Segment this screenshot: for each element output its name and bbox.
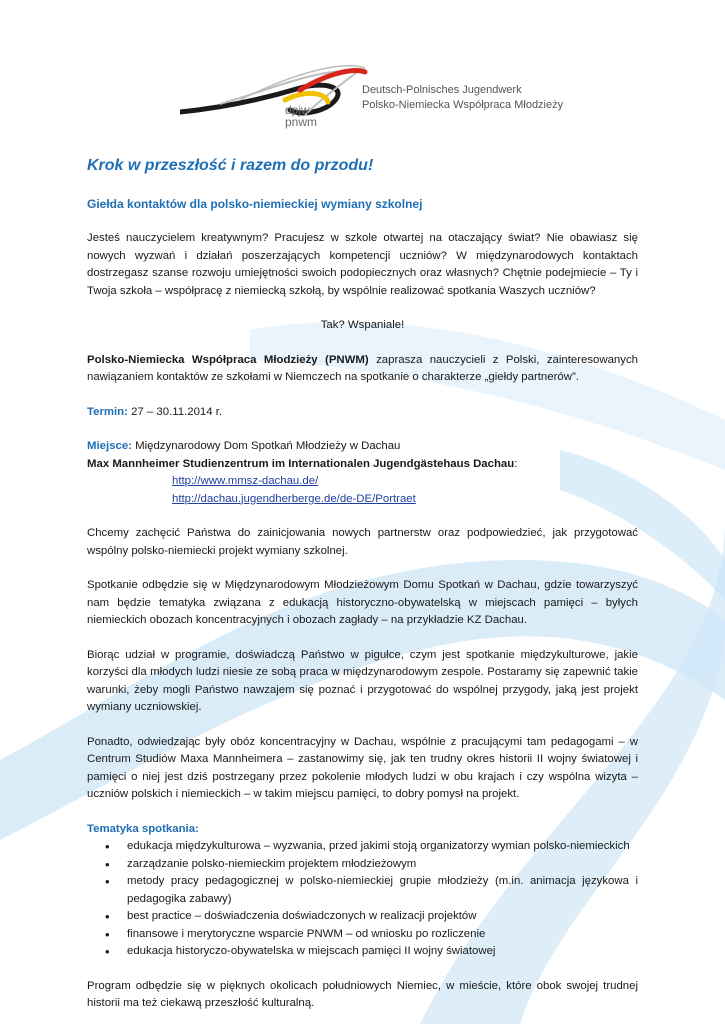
document-body	[87, 155, 638, 1013]
org-name-pl: Polsko-Niemiecka Współpraca Młodzieży	[362, 99, 564, 111]
link-mmsz-dachau[interactable]: http://www.mmsz-dachau.de/	[172, 475, 319, 487]
termin-value: 27 – 30.11.2014 r.	[127, 405, 223, 418]
logo-abbreviation: dpjw pnwm	[285, 103, 318, 129]
tematyka-heading: Tematyka spotkania:	[87, 822, 199, 835]
list-item: • metody pracy pedagogicznej w polsko-niemieckiej grupie młodzieży (m.in. animacja językowa i pedagogika zabawy)	[127, 873, 638, 908]
document-subtitle: Giełda kontaktów dla polsko-niemieckiej wymiany szkolnej	[87, 197, 423, 211]
tematyka-list	[87, 838, 638, 961]
chcemy-paragraph: Chcemy zachęcić Państwa do zainicjowania nowych partnerstw oraz podpowiedzieć, jak przygotować wspólny polsko-niemiecki projekt wymiany szkolnej.	[87, 527, 638, 557]
biorac-paragraph: Biorąc udział w programie, doświadczą Państwo w pigułce, czym jest spotkanie międzykulturowe, jakie korzyści dla młodych ludzi niesie ze sobą praca w międzynarodowym zespole. Postaramy się zapewnić takie warunki, żeby mogli Państwo nawzajem się poznać i przygotować do wspólnej przygody, jaką jest projekt wymiany uczniowskiej.	[87, 648, 638, 713]
miejsce-de-line: Max Mannheimer Studienzentrum im Internationalen Jugendgästehaus Dachau:	[87, 457, 518, 470]
tak-line: Tak? Wspaniale!	[320, 319, 405, 331]
pnwm-name: Polsko-Niemiecka Współpraca Młodzieży (PNWM)	[87, 353, 369, 366]
list-item: • edukacja historyczo-obywatelska w miejscach pamięci II wojny światowej	[127, 943, 638, 961]
spotkanie-paragraph: Spotkanie odbędzie się w Międzynarodowym Młodzieżowym Domu Spotkań w Dachau, gdzie towarzyszyć nam będzie tematyka związana z edukacją historyczno-obywatelską w miejscach pamięci – byłych niemieckich obozach koncentracyjnych i obozach zagłady – na przykładzie KZ Dachau.	[87, 579, 638, 626]
miejsce-de-name: Max Mannheimer Studienzentrum im Internationalen Jugendgästehaus Dachau	[87, 457, 515, 470]
program-paragraph: Program odbędzie się w pięknych okolicach południowych Niemiec, w mieście, które obok swojej trudnej historii ma też ciekawą przeszłość kulturalną.	[87, 979, 638, 1009]
link-dachau-jugendherberge[interactable]: http://dachau.jugendherberge.de/de-DE/Portraet	[172, 492, 416, 505]
list-item: • finansowe i merytoryczne wsparcie PNWM – od wniosku po rozliczenie	[127, 926, 638, 944]
pnwm-paragraph	[87, 352, 638, 387]
miejsce-line	[87, 438, 638, 456]
miejsce-value: Międzynarodowy Dom Spotkań Młodzieży w Dachau	[131, 440, 401, 452]
document-title: Krok w przeszłość i razem do przodu!	[87, 157, 374, 174]
termin-label: Termin:	[87, 405, 128, 418]
miejsce-label: Miejsce:	[87, 440, 132, 452]
ponadto-paragraph: Ponadto, odwiedzając były obóz koncentracyjny w Dachau, wspólnie z pracującymi tam pedagogami – w Centrum Studiów Maxa Mannheimera – zastanowimy się, jak ten trudny okres historii II wojny światowej i pamięci o niej jest dziś postrzegany przez pokolenie młodych ludzi w obu krajach i czy wspólna wizyta – uczniów polskich i niemieckich – w takim miejscu pamięci, to dobry pomysł na projekt.	[87, 735, 638, 800]
pnwm-text: zaprasza nauczycieli z Polski, zainteresowanych nawiązaniem kontaktów ze szkołami w Niemczech na spotkanie o charakterze „giełdy partnerów”.	[87, 353, 638, 383]
termin-line	[87, 404, 638, 422]
list-item: • zarządzanie polsko-niemieckim projektem młodzieżowym	[127, 856, 638, 874]
org-name-de: Deutsch-Polnisches Jugendwerk	[362, 84, 522, 96]
list-item: • edukacja międzykulturowa – wyzwania, przed jakimi stoją organizatorzy wymian polsko-niemieckich	[127, 838, 638, 856]
list-item: • best practice – doświadczenia doświadczonych w realizacji projektów	[127, 908, 638, 926]
intro-paragraph: Jesteś nauczycielem kreatywnym? Pracujesz w szkole otwartej na otaczający świat? Nie obawiasz się nowych wyzwań i działań poszerzających kompetencji uczniów? W międzynarodowych kontaktach dostrzegasz szanse rozwoju umiejętności swoich podopiecznych oraz własnych? Chętnie podejmiecie – Ty i Twoja szkoła – współpracę z niemiecką szkołą, by wspólnie realizować spotkania Waszych uczniów?	[87, 232, 638, 297]
organization-name	[362, 83, 563, 113]
